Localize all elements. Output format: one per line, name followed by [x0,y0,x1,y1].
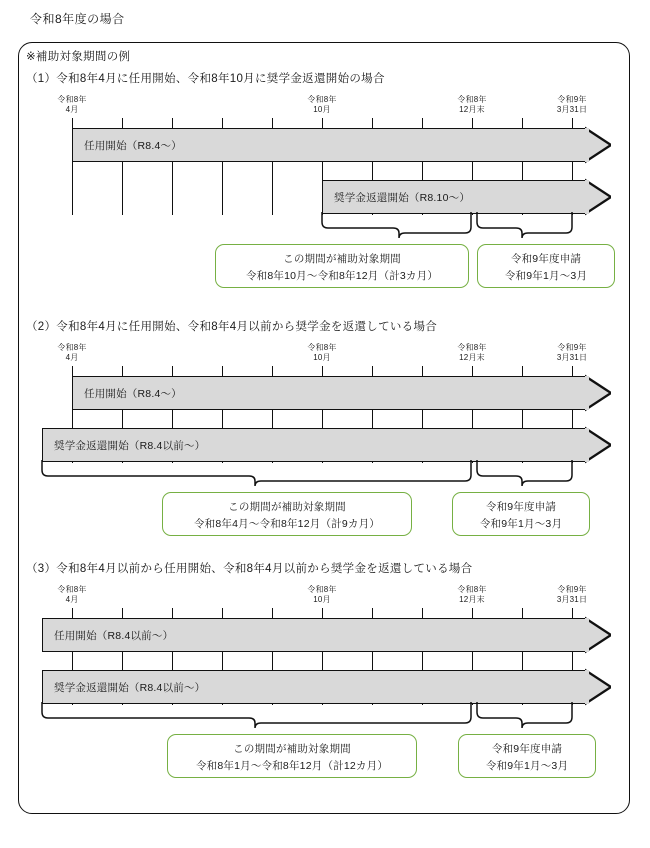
axis-tick-0-era: 令和8年 [57,585,87,594]
callout-subsidy-period-1 [215,244,469,288]
axis-tick-2-era: 令和8年 [457,343,487,352]
axis-tick-2-month: 12月末 [459,353,485,362]
callout-subsidy-period-3 [167,734,417,778]
axis-tick-1-month: 10月 [313,353,331,362]
axis-tick-0-month: 4月 [65,353,79,362]
note-label: ※補助対象期間の例 [26,51,131,63]
section-1-heading: （1）令和8年4月に任用開始、令和8年10月に奨学金返還開始の場合 [26,73,385,85]
axis-tick-0-month: 4月 [65,105,79,114]
section-2-heading: （2）令和8年4月に任用開始、令和8年4月以前から奨学金を返還している場合 [26,321,438,333]
axis-tick-1-era: 令和8年 [307,95,337,104]
section-3-heading: （3）令和8年4月以前から任用開始、令和8年4月以前から奨学金を返還している場合 [26,563,473,575]
page-title: 令和8年度の場合 [30,12,125,26]
callout-application-3 [458,734,596,778]
axis-tick-3-era: 令和9年 [557,585,587,594]
arrow-label-employment-2: 任用開始（R8.4〜） [84,387,182,400]
callout-1-line1: この期間が補助対象期間 [283,253,401,265]
arrow-employment-start-2 [72,376,615,410]
axis-tick-label-1 [287,95,357,115]
axis-tick-3-month: 3月31日 [556,105,588,114]
brace-group-3 [0,698,650,732]
axis-tick-label-2 [437,95,507,115]
axis-tick-1-era: 令和8年 [307,343,337,352]
axis-tick-2-month: 12月末 [459,595,485,604]
axis-tick-2-era: 令和8年 [457,585,487,594]
arrow-head-icon [585,372,611,414]
axis-tick-label-0 [37,585,107,605]
axis-tick-label-3 [537,585,607,605]
axis-tick-label-2 [437,343,507,363]
callout-2-line1: 令和9年度申請 [485,501,557,513]
callout-1-line1: この期間が補助対象期間 [233,743,351,755]
callout-1-line2: 令和8年1月〜令和8年12月（計12カ月） [195,760,389,772]
axis-tick-label-1 [287,343,357,363]
callout-application-2 [452,492,590,536]
arrow-label-scholarship-3: 奨学金返還開始（R8.4以前〜） [54,681,206,694]
axis-tick-1-month: 10月 [313,595,331,604]
brace-group-2 [0,456,650,490]
axis-tick-3-era: 令和9年 [557,343,587,352]
axis-tick-3-month: 3月31日 [556,595,588,604]
arrow-head-icon [585,124,611,166]
axis-tick-2-era: 令和8年 [457,95,487,104]
axis-tick-3-era: 令和9年 [557,95,587,104]
brace-group-1 [0,208,650,242]
callout-2-line2: 令和9年1月〜3月 [504,270,588,282]
axis-tick-2-month: 12月末 [459,105,485,114]
axis-tick-label-1 [287,585,357,605]
callout-1-line2: 令和8年10月〜令和8年12月（計3カ月） [245,270,439,282]
callout-2-line1: 令和9年度申請 [491,743,563,755]
arrow-label-employment-3: 任用開始（R8.4以前〜） [54,629,174,642]
arrow-label-scholarship-1: 奨学金返還開始（R8.10〜） [334,191,471,204]
arrow-label-scholarship-2: 奨学金返還開始（R8.4以前〜） [54,439,206,452]
axis-tick-label-3 [537,343,607,363]
callout-application-1 [477,244,615,288]
axis-tick-0-era: 令和8年 [57,95,87,104]
axis-tick-label-0 [37,95,107,115]
axis-tick-label-2 [437,585,507,605]
axis-tick-0-era: 令和8年 [57,343,87,352]
axis-tick-label-3 [537,95,607,115]
axis-tick-1-month: 10月 [313,105,331,114]
axis-tick-3-month: 3月31日 [556,353,588,362]
arrow-head-icon [585,614,611,656]
axis-tick-0-month: 4月 [65,595,79,604]
callout-2-line2: 令和9年1月〜3月 [485,760,569,772]
callout-1-line2: 令和8年4月〜令和8年12月（計9カ月） [193,518,381,530]
arrow-label-employment-1: 任用開始（R8.4〜） [84,139,182,152]
arrow-employment-start-3 [42,618,615,652]
callout-1-line1: この期間が補助対象期間 [228,501,346,513]
axis-tick-label-0 [37,343,107,363]
arrow-employment-start-1 [72,128,615,162]
axis-tick-1-era: 令和8年 [307,585,337,594]
callout-2-line2: 令和9年1月〜3月 [479,518,563,530]
callout-subsidy-period-2 [162,492,412,536]
callout-2-line1: 令和9年度申請 [510,253,582,265]
